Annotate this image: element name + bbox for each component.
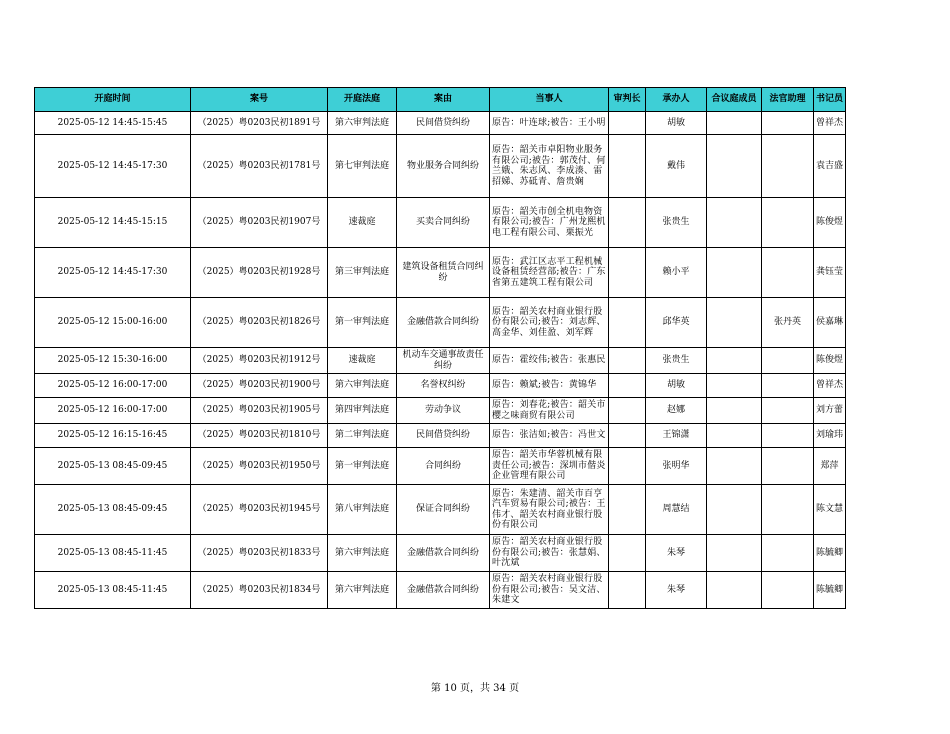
cell-assistant	[762, 572, 814, 609]
cell-parties: 原告：赖斌;被告：黄锦华	[490, 374, 609, 398]
cell-cause: 劳动争议	[397, 398, 490, 424]
cell-case-no: （2025）粤0203民初1833号	[191, 535, 328, 572]
cell-chief-judge	[609, 348, 646, 374]
cell-parties: 原告：武江区志平工程机械设备租赁经营部;被告：广东省第五建筑工程有限公司	[490, 248, 609, 298]
cell-chief-judge	[609, 374, 646, 398]
cell-cause: 合同纠纷	[397, 448, 490, 485]
cell-chief-judge	[609, 398, 646, 424]
cell-panel	[707, 298, 762, 348]
page-footer: 第 10 页，共 34 页	[430, 683, 520, 694]
cell-case-no: （2025）粤0203民初1834号	[191, 572, 328, 609]
cell-court: 速裁庭	[328, 348, 397, 374]
cell-handler: 赖小平	[646, 248, 707, 298]
table-row	[35, 535, 846, 572]
cell-chief-judge	[609, 572, 646, 609]
table-row	[35, 572, 846, 609]
cell-court: 第三审判法庭	[328, 248, 397, 298]
cell-chief-judge	[609, 485, 646, 535]
cell-parties: 原告：韶关农村商业银行股份有限公司;被告：张慧娟、叶沈斌	[490, 535, 609, 572]
cell-chief-judge	[609, 198, 646, 248]
table-row	[35, 348, 846, 374]
cell-panel	[707, 112, 762, 135]
cell-chief-judge	[609, 535, 646, 572]
cell-parties: 原告：朱建清、韶关市百亨汽车贸易有限公司;被告：王伟才、韶关农村商业银行股份有限公司	[490, 485, 609, 535]
table-row	[35, 398, 846, 424]
cell-court: 第八审判法庭	[328, 485, 397, 535]
cell-cause: 物业服务合同纠纷	[397, 135, 490, 198]
cell-assistant	[762, 248, 814, 298]
cell-panel	[707, 424, 762, 448]
table-row	[35, 198, 846, 248]
cell-cause: 保证合同纠纷	[397, 485, 490, 535]
cell-chief-judge	[609, 298, 646, 348]
cell-assistant	[762, 424, 814, 448]
cell-parties: 原告：韶关农村商业银行股份有限公司;被告：吴文洁、朱建文	[490, 572, 609, 609]
cell-chief-judge	[609, 135, 646, 198]
cell-case-no: （2025）粤0203民初1950号	[191, 448, 328, 485]
cell-parties: 原告：叶连球;被告：王小明	[490, 112, 609, 135]
header-clerk: 书记员	[814, 88, 846, 112]
cell-panel	[707, 135, 762, 198]
cell-parties: 原告：韶关市创全机电物资有限公司;被告：广州龙熙机电工程有限公司、栗振光	[490, 198, 609, 248]
cell-handler: 张明华	[646, 448, 707, 485]
cell-case-no: （2025）粤0203民初1945号	[191, 485, 328, 535]
cell-case-no: （2025）粤0203民初1905号	[191, 398, 328, 424]
cell-time: 2025-05-12 14:45-15:15	[35, 198, 191, 248]
cell-cause: 民间借贷纠纷	[397, 112, 490, 135]
cell-handler: 朱琴	[646, 572, 707, 609]
cell-panel	[707, 248, 762, 298]
cell-panel	[707, 448, 762, 485]
cell-clerk: 刘瑜玮	[814, 424, 846, 448]
cell-chief-judge	[609, 248, 646, 298]
cell-case-no: （2025）粤0203民初1826号	[191, 298, 328, 348]
cell-court: 第二审判法庭	[328, 424, 397, 448]
schedule-body	[35, 112, 846, 609]
cell-clerk: 陈毓卿	[814, 572, 846, 609]
cell-handler: 张贵生	[646, 348, 707, 374]
cell-court: 第六审判法庭	[328, 535, 397, 572]
cell-cause: 金融借款合同纠纷	[397, 535, 490, 572]
cell-assistant	[762, 198, 814, 248]
cell-time: 2025-05-12 16:15-16:45	[35, 424, 191, 448]
cell-time: 2025-05-13 08:45-11:45	[35, 535, 191, 572]
table-row	[35, 248, 846, 298]
cell-court: 第六审判法庭	[328, 112, 397, 135]
cell-panel	[707, 485, 762, 535]
cell-clerk: 侯嘉琳	[814, 298, 846, 348]
cell-clerk: 袁吉盛	[814, 135, 846, 198]
cell-assistant	[762, 485, 814, 535]
table-row	[35, 424, 846, 448]
table-row	[35, 135, 846, 198]
cell-case-no: （2025）粤0203民初1900号	[191, 374, 328, 398]
cell-time: 2025-05-12 14:45-17:30	[35, 248, 191, 298]
cell-handler: 胡敏	[646, 112, 707, 135]
header-panel: 合议庭成员	[707, 88, 762, 112]
table-row	[35, 112, 846, 135]
cell-clerk: 陈文慧	[814, 485, 846, 535]
cell-court: 速裁庭	[328, 198, 397, 248]
cell-panel	[707, 374, 762, 398]
header-chief-judge: 审判长	[609, 88, 646, 112]
cell-parties: 原告：韶关市卓阳物业服务有限公司;被告：郭茂付、何兰娥、朱志风、李成湊、雷招娣、苏砥青、詹贵娴	[490, 135, 609, 198]
cell-assistant	[762, 374, 814, 398]
cell-court: 第四审判法庭	[328, 398, 397, 424]
table-row	[35, 298, 846, 348]
cell-parties: 原告：刘春花;被告：韶关市樱之味商贸有限公司	[490, 398, 609, 424]
cell-cause: 机动车交通事故责任纠纷	[397, 348, 490, 374]
header-row	[35, 88, 846, 112]
cell-assistant	[762, 135, 814, 198]
cell-assistant	[762, 535, 814, 572]
cell-case-no: （2025）粤0203民初1781号	[191, 135, 328, 198]
cell-handler: 王锦潇	[646, 424, 707, 448]
cell-handler: 朱琴	[646, 535, 707, 572]
header-handler: 承办人	[646, 88, 707, 112]
cell-time: 2025-05-13 08:45-09:45	[35, 448, 191, 485]
cell-clerk: 刘方蕾	[814, 398, 846, 424]
cell-time: 2025-05-12 16:00-17:00	[35, 398, 191, 424]
cell-panel	[707, 535, 762, 572]
cell-handler: 戴伟	[646, 135, 707, 198]
cell-panel	[707, 572, 762, 609]
cell-handler: 赵娜	[646, 398, 707, 424]
cell-chief-judge	[609, 448, 646, 485]
cell-court: 第一审判法庭	[328, 448, 397, 485]
header-parties: 当事人	[490, 88, 609, 112]
cell-cause: 金融借款合同纠纷	[397, 298, 490, 348]
cell-time: 2025-05-12 14:45-15:45	[35, 112, 191, 135]
cell-case-no: （2025）粤0203民初1810号	[191, 424, 328, 448]
cell-case-no: （2025）粤0203民初1928号	[191, 248, 328, 298]
cell-assistant	[762, 112, 814, 135]
cell-case-no: （2025）粤0203民初1907号	[191, 198, 328, 248]
cell-chief-judge	[609, 112, 646, 135]
table-row	[35, 448, 846, 485]
cell-clerk: 陈俊煜	[814, 348, 846, 374]
cell-court: 第七审判法庭	[328, 135, 397, 198]
cell-time: 2025-05-12 15:30-16:00	[35, 348, 191, 374]
cell-cause: 建筑设备租赁合同纠纷	[397, 248, 490, 298]
header-case-no: 案号	[191, 88, 328, 112]
cell-clerk: 曾祥杰	[814, 112, 846, 135]
cell-court: 第六审判法庭	[328, 374, 397, 398]
cell-handler: 胡敏	[646, 374, 707, 398]
cell-time: 2025-05-13 08:45-09:45	[35, 485, 191, 535]
hearing-schedule-table	[34, 87, 846, 609]
cell-clerk: 陈俊煜	[814, 198, 846, 248]
cell-parties: 原告：霍绞伟;被告：张惠民	[490, 348, 609, 374]
cell-time: 2025-05-13 08:45-11:45	[35, 572, 191, 609]
cell-clerk: 龚钰莹	[814, 248, 846, 298]
cell-court: 第六审判法庭	[328, 572, 397, 609]
cell-parties: 原告：张洁如;被告：冯世文	[490, 424, 609, 448]
header-cause: 案由	[397, 88, 490, 112]
cell-parties: 原告：韶关市华蓉机械有限责任公司;被告：深圳市偕炎企业管理有限公司	[490, 448, 609, 485]
cell-assistant: 张丹英	[762, 298, 814, 348]
cell-time: 2025-05-12 16:00-17:00	[35, 374, 191, 398]
cell-handler: 邱华英	[646, 298, 707, 348]
cell-panel	[707, 348, 762, 374]
cell-cause: 金融借款合同纠纷	[397, 572, 490, 609]
cell-time: 2025-05-12 14:45-17:30	[35, 135, 191, 198]
header-court: 开庭法庭	[328, 88, 397, 112]
cell-chief-judge	[609, 424, 646, 448]
cell-assistant	[762, 448, 814, 485]
cell-case-no: （2025）粤0203民初1912号	[191, 348, 328, 374]
cell-clerk: 郑萍	[814, 448, 846, 485]
cell-assistant	[762, 398, 814, 424]
cell-court: 第一审判法庭	[328, 298, 397, 348]
table-row	[35, 374, 846, 398]
cell-handler: 周慧结	[646, 485, 707, 535]
header-assistant: 法官助理	[762, 88, 814, 112]
table-row	[35, 485, 846, 535]
cell-panel	[707, 198, 762, 248]
cell-cause: 买卖合同纠纷	[397, 198, 490, 248]
header-time: 开庭时间	[35, 88, 191, 112]
cell-cause: 名誉权纠纷	[397, 374, 490, 398]
cell-handler: 张贵生	[646, 198, 707, 248]
cell-clerk: 曾祥杰	[814, 374, 846, 398]
cell-panel	[707, 398, 762, 424]
cell-cause: 民间借贷纠纷	[397, 424, 490, 448]
cell-time: 2025-05-12 15:00-16:00	[35, 298, 191, 348]
cell-parties: 原告：韶关农村商业银行股份有限公司;被告：刘志辉、高金华、刘佳盈、刘军辉	[490, 298, 609, 348]
cell-assistant	[762, 348, 814, 374]
cell-case-no: （2025）粤0203民初1891号	[191, 112, 328, 135]
cell-clerk: 陈毓卿	[814, 535, 846, 572]
